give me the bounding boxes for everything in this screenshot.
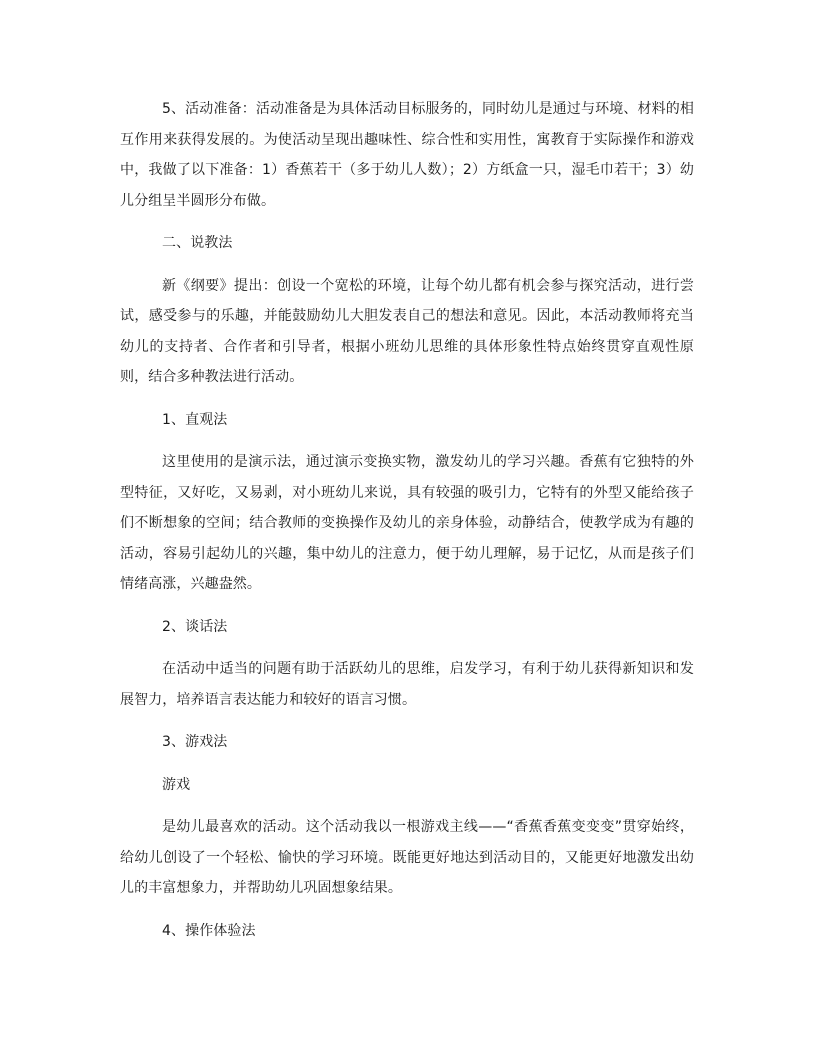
paragraph-game: 是幼儿最喜欢的活动。这个活动我以一根游戏主线——“香蕉香蕉变变变”贯穿始终，给幼儿创设了一个轻松、愉快的学习环境。既能更好地达到活动目的，又能更好地激发出幼儿的丰富想象力，并帮助幼儿巩固想象结果。 — [120, 819, 694, 896]
heading-intuitive-method: 1、直观法 — [162, 411, 228, 428]
paragraph-game-label: 游戏 — [162, 776, 191, 793]
paragraph-conversation: 在活动中适当的问题有助于活跃幼儿的思维，启发学习，有利于幼儿获得新知识和发展智力，培养语言表达能力和较好的语言习惯。 — [120, 661, 694, 708]
heading-teaching-methods: 二、说教法 — [162, 235, 233, 251]
paragraph-demonstration: 这里使用的是演示法，通过演示变换实物，激发幼儿的学习兴趣。香蕉有它独特的外型特征，又好吃，又易剥，对小班幼儿来说，具有较强的吸引力，它特有的外型又能给孩子们不断想象的空间；结合教师的变换操作及幼儿的亲身体验，动静结合，使教学成为有趣的活动，容易引起幼儿的兴趣，集中幼儿的注意力，便于幼儿理解，易于记忆，从而是孩子们情绪高涨，兴趣盎然。 — [120, 454, 694, 592]
paragraph-guideline: 新《纲要》提出：创设一个宽松的环境，让每个幼儿都有机会参与探究活动，进行尝试，感受参与的乐趣，并能鼓励幼儿大胆发表自己的想法和意见。因此，本活动教师将充当幼儿的支持者、合作者和引导者，根据小班幼儿思维的具体形象性特点始终贯穿直观性原则，结合多种教法进行活动。 — [120, 277, 694, 385]
heading-game-method: 3、游戏法 — [162, 734, 228, 750]
heading-hands-on-method: 4、操作体验法 — [162, 922, 256, 939]
paragraph-activity-preparation: 5、活动准备：活动准备是为具体活动目标服务的，同时幼儿是通过与环境、材料的相互作用来获得发展的。为使活动呈现出趣味性、综合性和实用性，寓教育于实际操作和游戏中，我做了以下准备：1）香蕉若干（多于幼儿人数）；2）方纸盒一只，湿毛巾若干；3）幼儿分组呈半圆形分布做。 — [120, 101, 694, 209]
document-page — [120, 94, 694, 946]
heading-conversation-method: 2、谈话法 — [162, 618, 228, 635]
